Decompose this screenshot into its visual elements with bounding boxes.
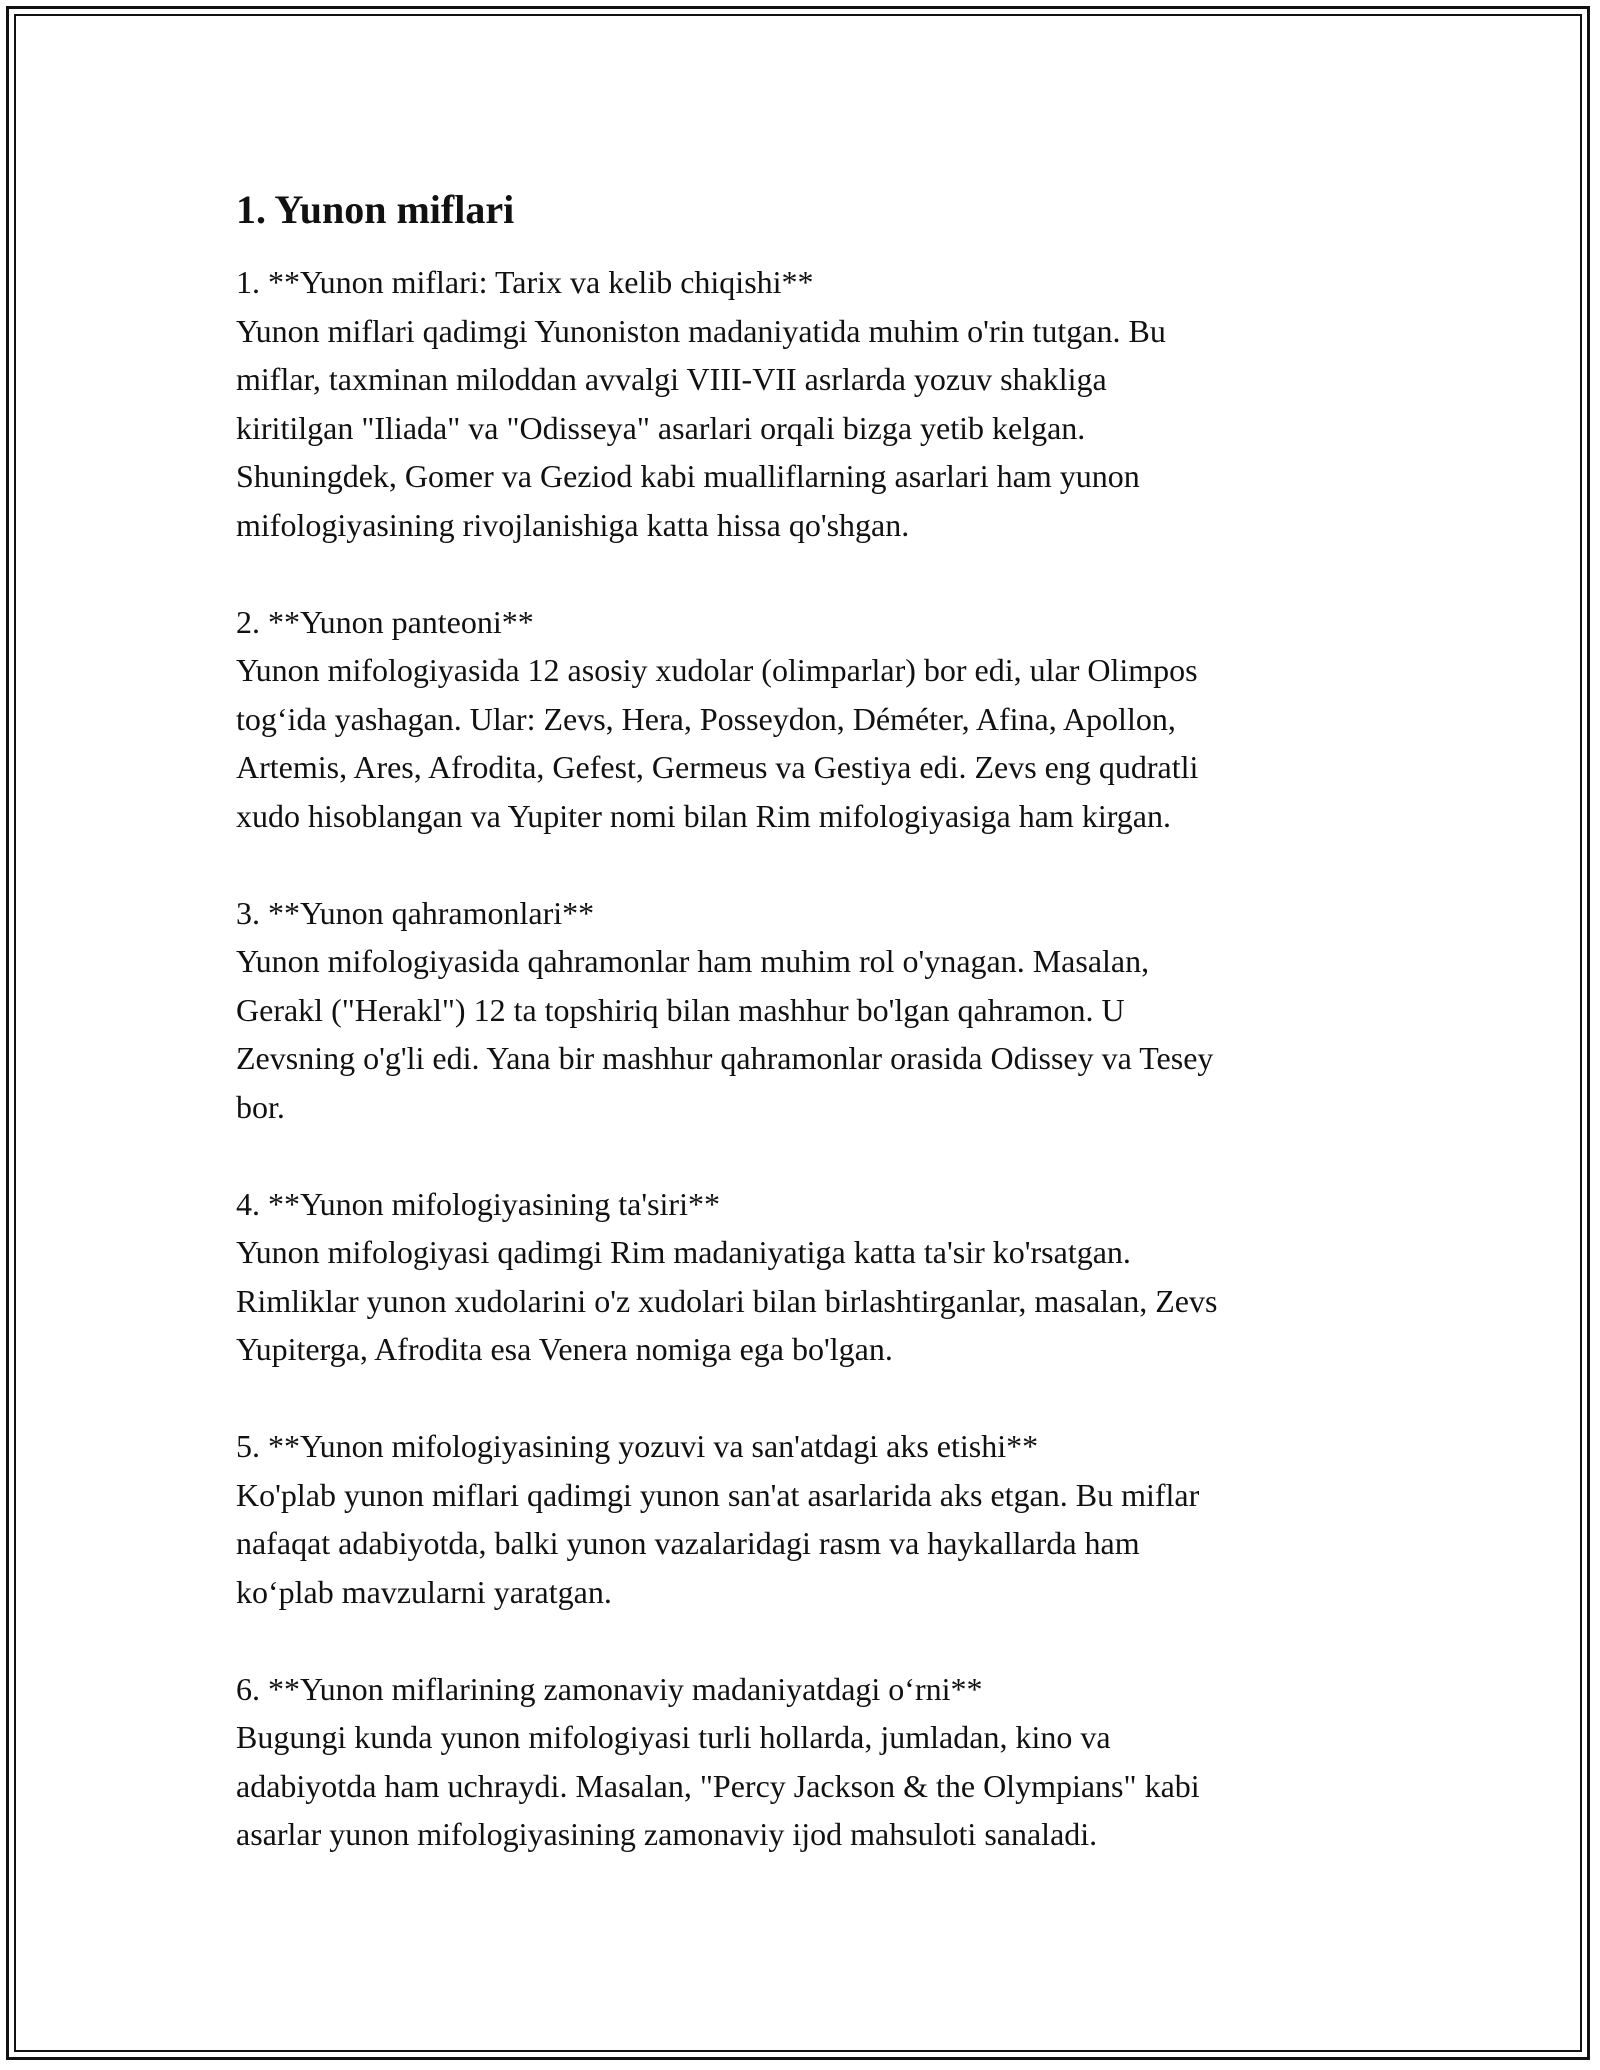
paragraph-line: bor. bbox=[236, 1088, 285, 1125]
paragraph-line: Yunon miflari qadimgi Yunoniston madaniyatida muhim o'rin tutgan. Bu bbox=[236, 312, 1166, 349]
paragraph-line: Yunon mifologiyasi qadimgi Rim madaniyatiga katta ta'sir ko'rsatgan. bbox=[236, 1234, 1131, 1270]
paragraph-line: Yupiterga, Afrodita esa Venera nomiga ega bo'lgan. bbox=[236, 1331, 893, 1367]
section-heroes bbox=[236, 889, 1386, 1132]
paragraph-line: adabiyotda ham uchraydi. Masalan, "Percy Jackson & the Olympians" kabi bbox=[236, 1767, 1200, 1804]
section-heading: 1. **Yunon miflari: Tarix va kelib chiqishi** bbox=[236, 264, 814, 300]
document-body bbox=[236, 186, 1386, 1907]
paragraph-line: ko‘plab mavzularni yaratgan. bbox=[236, 1573, 612, 1610]
section-pantheon bbox=[236, 598, 1386, 841]
paragraph-line: miflar, taxminan miloddan avvalgi VIII-VII asrlarda yozuv shakliga bbox=[236, 361, 1107, 397]
paragraph-line: nafaqat adabiyotda, balki yunon vazalaridagi rasm va haykallarda ham bbox=[236, 1525, 1140, 1561]
paragraph-line: xudo hisoblangan va Yupiter nomi bilan Rim mifologiyasiga ham kirgan. bbox=[236, 797, 1171, 834]
paragraph-line: asarlar yunon mifologiyasining zamonaviy ijod mahsuloti sanaladi. bbox=[236, 1816, 1098, 1852]
section-heading: 2. **Yunon panteoni** bbox=[236, 603, 534, 640]
paragraph-line: Yunon mifologiyasida 12 asosiy xudolar (olimparlar) bor edi, ular Olimpos bbox=[236, 652, 1198, 688]
paragraph-line: Gerakl ("Herakl") 12 ta topshiriq bilan mashhur bo'lgan qahramon. U bbox=[236, 991, 1125, 1028]
section-heading: 6. **Yunon miflarining zamonaviy madaniyatdagi o‘rni** bbox=[236, 1670, 983, 1707]
paragraph-line: mifologiyasining rivojlanishiga katta hissa qo'shgan. bbox=[236, 506, 910, 543]
paragraph-line: Ko'plab yunon miflari qadimgi yunon san'at asarlarida aks etgan. Bu miflar bbox=[236, 1476, 1200, 1513]
section-modern bbox=[236, 1665, 1386, 1859]
paragraph-line: Shuningdek, Gomer va Geziod kabi mualliflarning asarlari ham yunon bbox=[236, 458, 1140, 494]
paragraph-line: Bugungi kunda yunon mifologiyasi turli hollarda, jumladan, kino va bbox=[236, 1719, 1111, 1755]
paragraph-line: kiritilgan "Iliada" va "Odisseya" asarlari orqali bizga yetib kelgan. bbox=[236, 409, 1086, 446]
section-influence bbox=[236, 1180, 1386, 1374]
paragraph-line: Artemis, Ares, Afrodita, Gefest, Germeus va Gestiya edi. Zevs eng qudratli bbox=[236, 749, 1199, 785]
document-title: 1. Yunon miflari bbox=[236, 187, 515, 232]
paragraph-line: Rimliklar yunon xudolarini o'z xudolari bilan birlashtirganlar, masalan, Zevs bbox=[236, 1282, 1218, 1319]
paragraph-line: Zevsning o'g'li edi. Yana bir mashhur qahramonlar orasida Odissey va Tesey bbox=[236, 1040, 1214, 1076]
section-history bbox=[236, 258, 1386, 549]
paragraph-line: tog‘ida yashagan. Ular: Zevs, Hera, Posseydon, Déméter, Afina, Apollon, bbox=[236, 700, 1176, 737]
paragraph-line: Yunon mifologiyasida qahramonlar ham muhim rol o'ynagan. Masalan, bbox=[236, 943, 1150, 979]
section-heading: 4. **Yunon mifologiyasining ta'siri** bbox=[236, 1185, 720, 1222]
section-heading: 5. **Yunon mifologiyasining yozuvi va san'atdagi aks etishi** bbox=[236, 1428, 1039, 1464]
section-art bbox=[236, 1422, 1386, 1616]
section-heading: 3. **Yunon qahramonlari** bbox=[236, 894, 595, 931]
